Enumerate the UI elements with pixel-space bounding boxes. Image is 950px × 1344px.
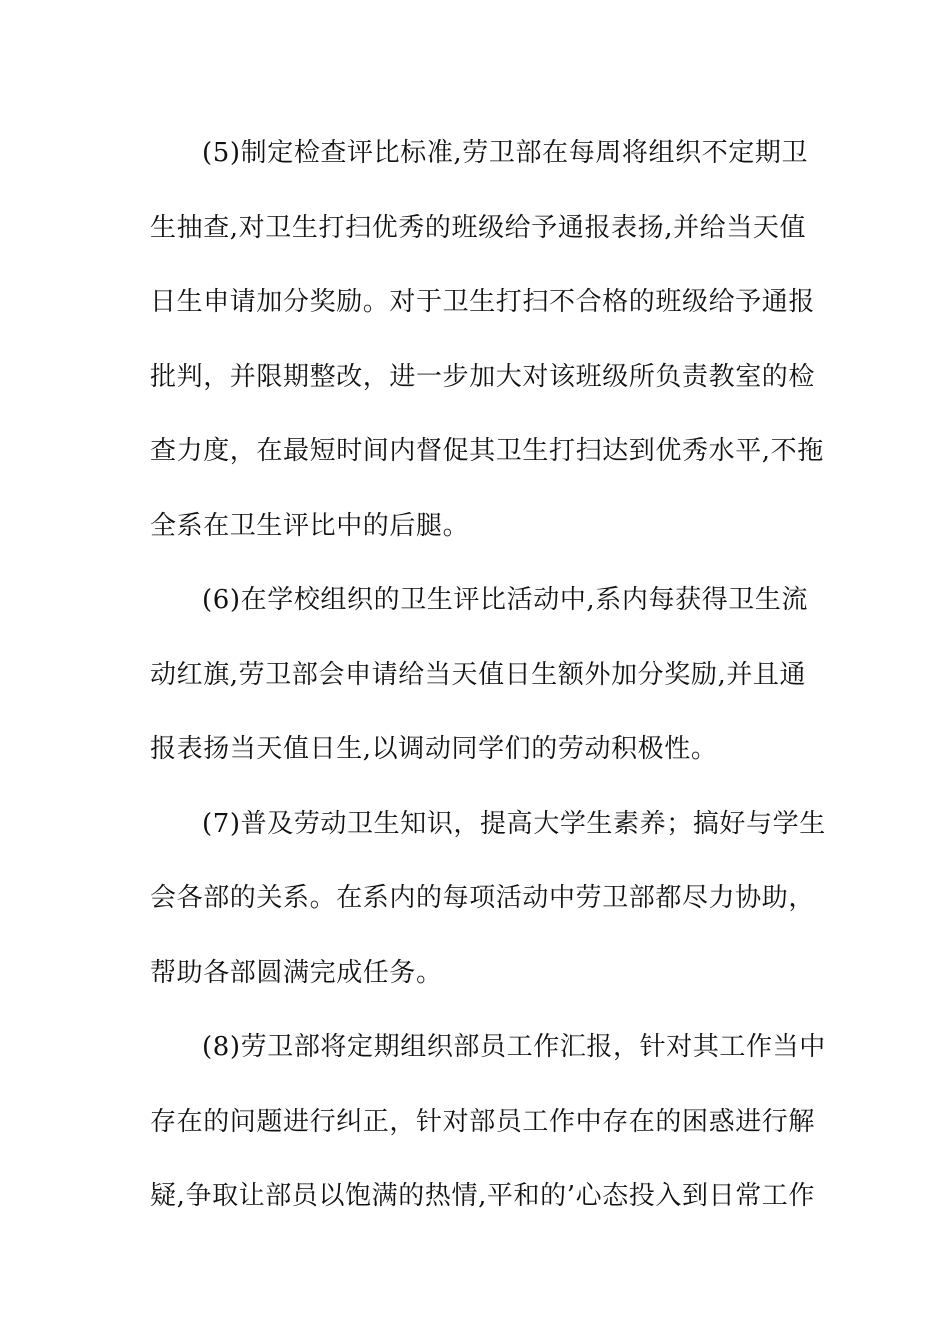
paragraph-5-line-5: 查力度，在最短时间内督促其卫生打扫达到优秀水平,不拖 <box>150 436 824 466</box>
paragraph-8-line-2: 存在的问题进行纠正，针对部员工作中存在的困惑进行解 <box>150 1107 816 1137</box>
paragraph-7-line-3: 帮助各部圆满完成任务。 <box>150 958 443 988</box>
paragraph-5-line-2: 生抽查,对卫生打扫优秀的班级给予通报表扬,并给当天值 <box>150 213 807 243</box>
paragraph-5-line-6: 全系在卫生评比中的后腿。 <box>150 511 470 541</box>
paragraph-7-line-1: (7)普及劳动卫生知识，提高大学生素养；搞好与学生 <box>202 809 826 839</box>
paragraph-5-line-3: 日生申请加分奖励。对于卫生打扫不合格的班级给予通报 <box>150 287 816 317</box>
paragraph-6-line-2: 动红旗,劳卫部会申请给当天值日生额外加分奖励,并且通 <box>150 660 807 690</box>
paragraph-7-line-2: 会各部的关系。在系内的每项活动中劳卫部都尽力协助， <box>150 883 816 913</box>
paragraph-6-line-1: (6)在学校组织的卫生评比活动中,系内每获得卫生流 <box>202 585 809 615</box>
paragraph-5-line-1: (5)制定检查评比标准,劳卫部在每周将组织不定期卫 <box>202 138 809 168</box>
paragraph-8-line-3: 疑,争取让部员以饱满的热情,平和的’心态投入到日常工作 <box>150 1181 815 1211</box>
paragraph-6-line-3: 报表扬当天值日生,以调动同学们的劳动积极性。 <box>150 734 718 764</box>
paragraph-8-line-1: (8)劳卫部将定期组织部员工作汇报，针对其工作当中 <box>202 1032 826 1062</box>
paragraph-5-line-4: 批判，并限期整改，进一步加大对该班级所负责教室的检 <box>150 362 816 392</box>
